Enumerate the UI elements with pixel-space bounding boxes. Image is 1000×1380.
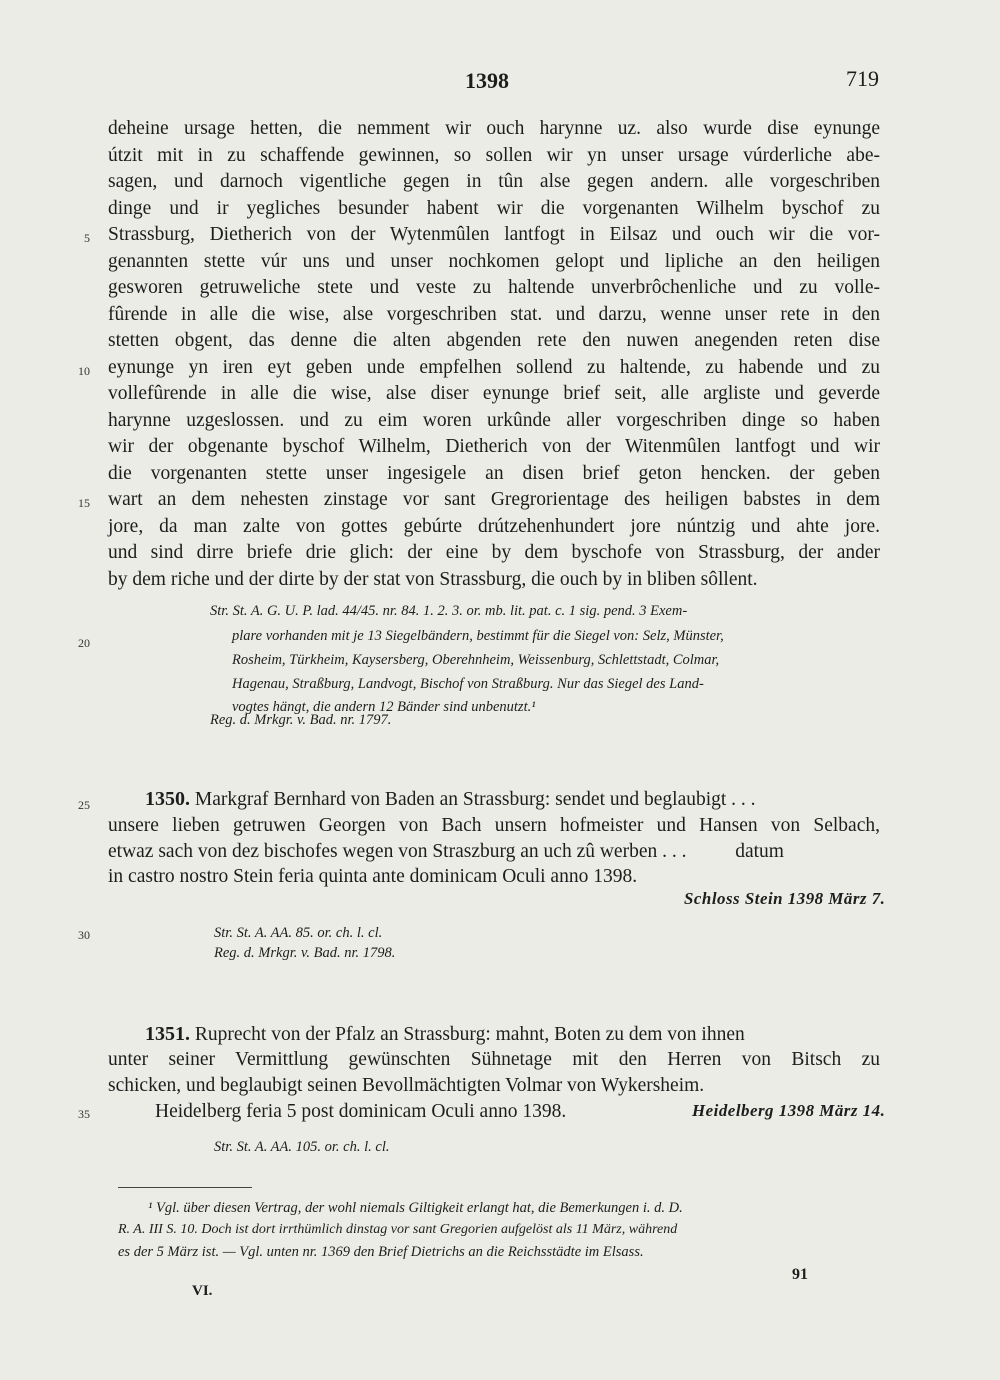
entry-text-line: in castro nostro Stein feria quinta ante dominicam Oculi anno 1398.: [108, 866, 638, 887]
text-line: dinge und ir yegliches besunder habent wir die vorgenanten Wilhelm byschof zu: [108, 198, 880, 219]
source-note-line: vogtes hängt, die andern 12 Bänder sind unbenutzt.¹: [232, 699, 536, 715]
text-line: deheine ursage hetten, die nemment wir ouch harynne uz. also wurde dise eynunge: [108, 118, 880, 139]
text-line: fûrende in alle die wise, alse vorgeschriben stat. und darzu, wenne unser rete in den: [108, 304, 880, 325]
source-note-line: Reg. d. Mrkgr. v. Bad. nr. 1798.: [214, 945, 396, 961]
source-note-line: Rosheim, Türkheim, Kaysersberg, Oberehnheim, Weissenburg, Schlettstadt, Colmar,: [232, 652, 720, 668]
footnote-line: R. A. III S. 10. Doch ist dort irrthümlich dinstag vor sant Gregorien aufgelöst als 11 März, während: [118, 1222, 678, 1237]
sheet-number: 91: [792, 1266, 808, 1283]
text-line: wir der obgenante byschof Wilhelm, Dietherich von der Witenmûlen lantfogt und wir: [108, 436, 880, 457]
text-line: by dem riche und der dirte by der stat von Strassburg, die ouch by in bliben sôllent.: [108, 569, 758, 590]
line-number: 20: [78, 636, 90, 650]
text-line: wart an dem nehesten zinstage vor sant Gregrorientage des heiligen babstes in dem: [108, 489, 880, 510]
entry-text-line: schicken, und beglaubigt seinen Bevollmächtigten Volmar von Wykersheim.: [108, 1075, 705, 1096]
running-head-year: 1398: [465, 68, 509, 93]
line-number: 10: [78, 364, 90, 378]
entry-text: Markgraf Bernhard von Baden an Strassburg: sendet und beglaubigt . . .: [194, 789, 756, 810]
source-note-line: Reg. d. Mrkgr. v. Bad. nr. 1797.: [210, 712, 392, 728]
source-note-line: Str. St. A. G. U. P. lad. 44/45. nr. 84. 1. 2. 3. or. mb. lit. pat. c. 1 sig. pend. 3 Exem-: [210, 603, 688, 619]
source-note-line: Str. St. A. AA. 105. or. ch. l. cl.: [214, 1139, 390, 1155]
page-number: 719: [846, 66, 879, 91]
text-line: die vorgenanten stette unser ingesigele an disen brief geton hencken. der geben: [108, 463, 880, 484]
text-line: und sind dirre briefe drie glich: der eine by dem byschofe von Strassburg, der ander: [108, 542, 880, 563]
entry-date: Schloss Stein 1398 März 7.: [683, 889, 885, 908]
source-note-line: Hagenau, Straßburg, Landvogt, Bischof von Straßburg. Nur das Siegel des Land-: [232, 676, 704, 692]
footnote-line: ¹ Vgl. über diesen Vertrag, der wohl niemals Giltigkeit erlangt hat, die Bemerkungen i. d. D.: [148, 1200, 683, 1216]
footnote-rule: [118, 1187, 252, 1188]
text-line: útzit mit in zu schaffende gewinnen, so sollen wir yn unser ursage vúrderliche abe-: [108, 145, 880, 166]
text-line: sagen, und darnoch vigentliche gegen in tûn alse gegen andern. alle vorgeschriben: [108, 171, 880, 192]
entry-1351-heading: [145, 1021, 745, 1048]
entry-text: Ruprecht von der Pfalz an Strassburg: mahnt, Boten zu dem von ihnen: [194, 1024, 745, 1045]
text-line: jore, da man zalte von gottes gebúrte drútzehenhundert jore núntzig und ahte jore.: [108, 516, 880, 537]
text-line: harynne uzgeslossen. und zu eim woren urkûnde aller vorgeschriben dinge so haben: [108, 410, 880, 431]
text-line: genannten stette vúr uns und unser nochkomen gelopt und lipliche an den heiligen: [108, 251, 880, 272]
line-number: 30: [78, 928, 90, 942]
entry-text-line: Heidelberg feria 5 post dominicam Oculi anno 1398.: [155, 1101, 567, 1122]
entry-number: 1351.: [145, 1023, 190, 1045]
text-line: Strassburg, Dietherich von der Wytenmûlen lantfogt in Eilsaz und ouch wir die vor-: [108, 224, 880, 245]
line-number: 15: [78, 496, 90, 510]
text-line: eynunge yn iren eyt geben unde empfelhen sollend zu haltende, zu habende und zu: [108, 357, 880, 378]
entry-number: 1350.: [145, 788, 190, 810]
signature-mark: VI.: [192, 1283, 213, 1299]
entry-text-line: etwaz sach von dez bischofes wegen von Straszburg an uch zû werben . . . datum: [108, 841, 784, 862]
text-line: gesworen getruweliche stete und veste zu haltende unverbrôchenliche und zu volle-: [108, 277, 880, 298]
line-number: 5: [84, 231, 90, 245]
source-note-line: Str. St. A. AA. 85. or. ch. l. cl.: [214, 925, 383, 941]
line-number: 35: [78, 1107, 90, 1121]
footnote-line: es der 5 März ist. — Vgl. unten nr. 1369 den Brief Dietrichs an die Reichsstädte im Elsass.: [118, 1244, 644, 1260]
entry-text-line: unter seiner Vermittlung gewünschten Sühnetage mit den Herren von Bitsch zu: [108, 1049, 880, 1070]
source-note-line: plare vorhanden mit je 13 Siegelbändern, bestimmt für die Siegel von: Selz, Münster,: [232, 628, 724, 644]
entry-date: Heidelberg 1398 März 14.: [691, 1101, 886, 1120]
entry-1350-heading: [145, 786, 756, 813]
text-line: stetten obgent, das denne die alten abgenden rete den nuwen anegenden reten dise: [108, 330, 880, 351]
text-line: vollefûrende in alle die wise, alse diser eynunge brief seit, alle argliste und geverde: [108, 383, 880, 404]
line-number: 25: [78, 798, 90, 812]
entry-text-line: unsere lieben getruwen Georgen von Bach unsern hofmeister und Hansen von Selbach,: [108, 815, 880, 836]
